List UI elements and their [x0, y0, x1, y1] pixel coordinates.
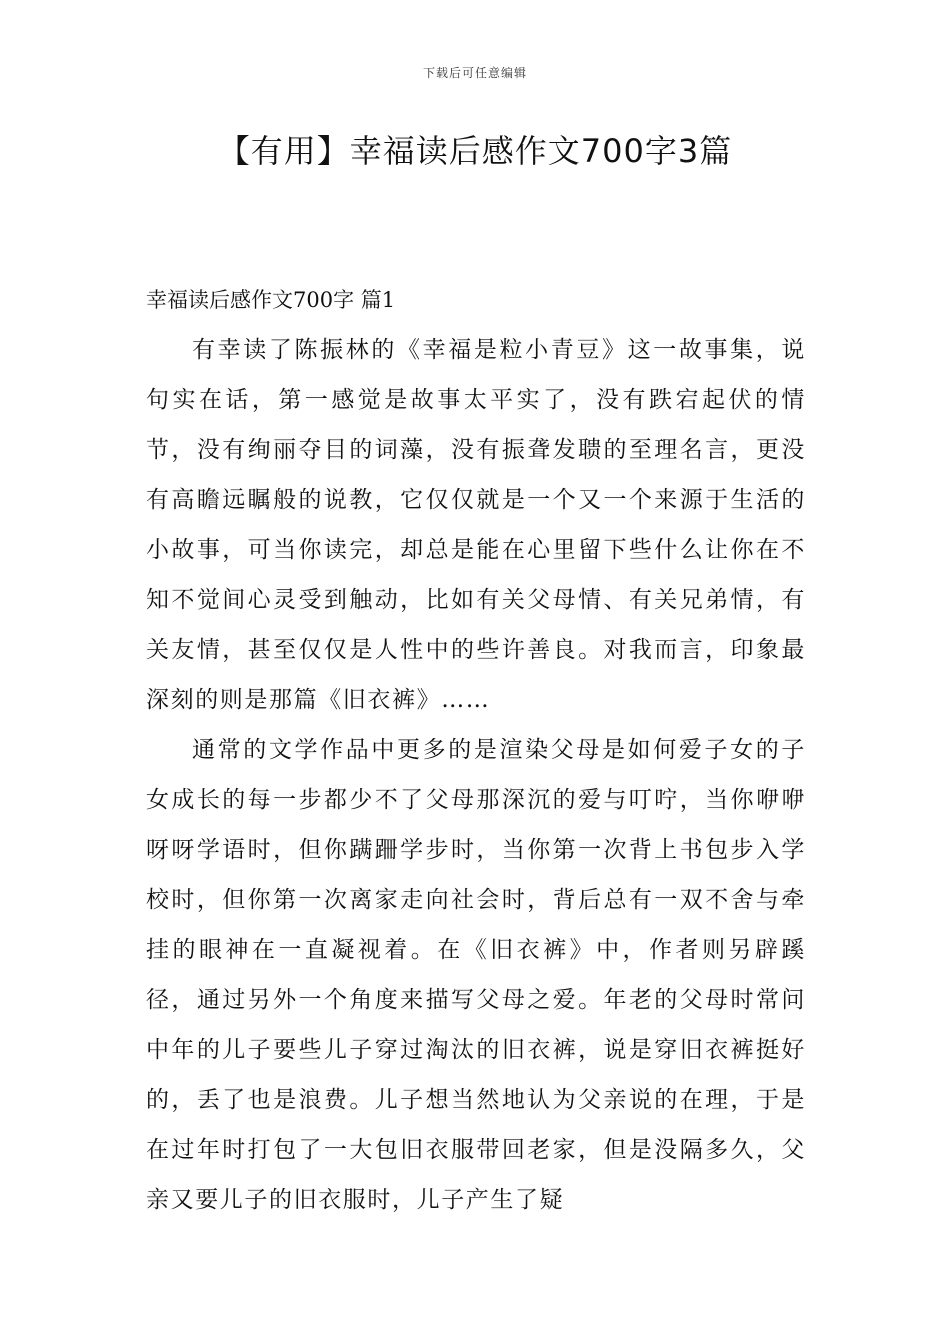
section-heading: 幸福读后感作文700字 篇1 [146, 288, 396, 312]
body-paragraph: 通常的文学作品中更多的是渲染父母是如何爱子女的子女成长的每一步都少不了父母那深沉的爱与叮咛，当你咿咿呀呀学语时，但你蹒跚学步时，当你第一次背上书包步入学校时，但你第一次离家走向社会时，背后总有一双不舍与牵挂的眼神在一直凝视着。在《旧衣裤》中，作者则另辟蹊径，通过另外一个角度来描写父母之爱。年老的父母时常问中年的儿子要些儿子穿过淘汰的旧衣裤，说是穿旧衣裤挺好的，丢了也是浪费。儿子想当然地认为父亲说的在理，于是在过年时打包了一大包旧衣服带回老家，但是没隔多久，父亲又要儿子的旧衣服时，儿子产生了疑 [146, 737, 806, 1213]
document-body [146, 275, 806, 1225]
document-title: 【有用】幸福读后感作文700字3篇 [217, 132, 733, 170]
body-paragraph: 有幸读了陈振林的《幸福是粒小青豆》这一故事集，说句实在话，第一感觉是故事太平实了，没有跌宕起伏的情节，没有绚丽夺目的词藻，没有振聋发聩的至理名言，更没有高瞻远瞩般的说教，它仅仅就是一个又一个来源于生活的小故事，可当你读完，却总是能在心里留下些什么让你在不知不觉间心灵受到触动，比如有关父母情、有关兄弟情，有关友情，甚至仅仅是人性中的些许善良。对我而言，印象最深刻的则是那篇《旧衣裤》…… [146, 337, 806, 713]
header-note: 下载后可任意编辑 [422, 66, 527, 80]
